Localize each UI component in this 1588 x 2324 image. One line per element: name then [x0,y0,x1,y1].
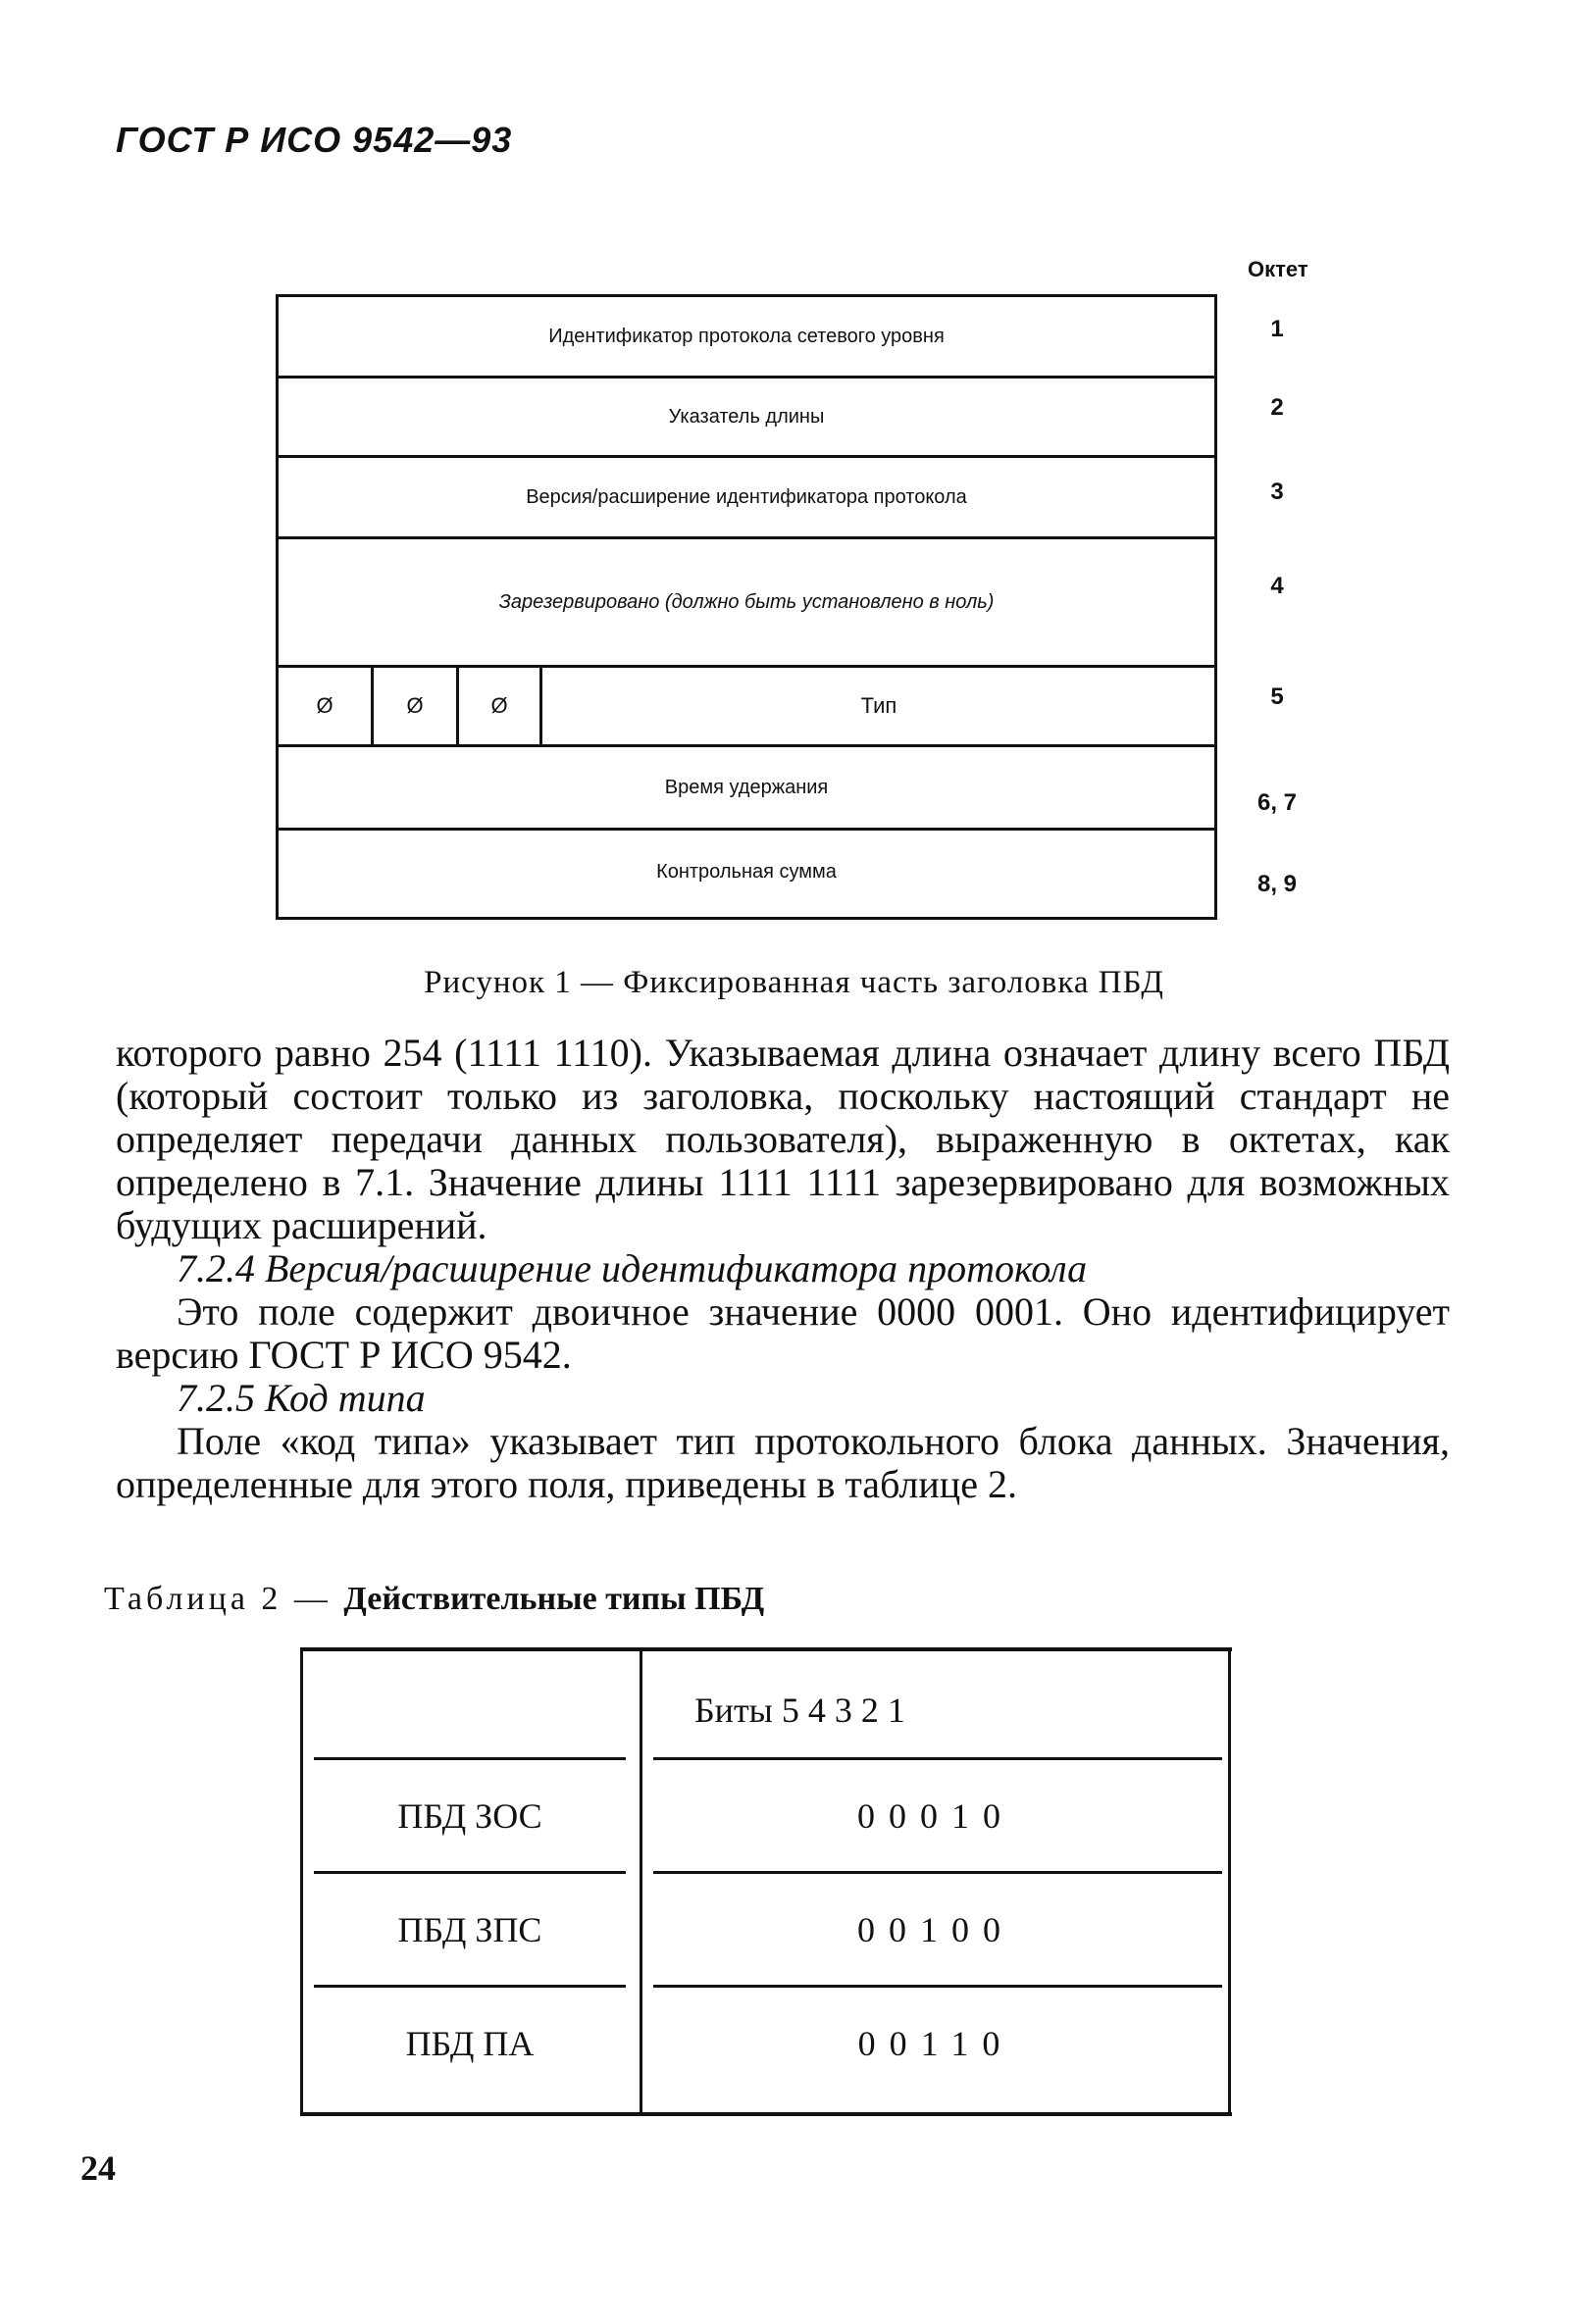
field-label: Время удержания [664,776,829,798]
table-divider [640,1651,642,2112]
bit-cell: Ø [459,668,542,744]
field-label: Тип [860,693,897,718]
page-number: 24 [80,2148,116,2188]
octet-number: 8, 9 [1256,871,1298,897]
table-rule [314,1871,626,1874]
field-type [279,668,1214,747]
octet-number: 1 [1270,316,1284,342]
document-header: ГОСТ Р ИСО 9542—93 [116,120,513,160]
pdu-types-table [300,1647,1232,2116]
table-cell-type: ПБД ЗОС [397,1796,542,1836]
bit-cell: Ø [374,668,459,744]
field-network-layer-protocol-id [279,297,1214,379]
field-reserved [279,539,1214,668]
field-label: Версия/расширение идентификатора протокола [526,485,967,508]
table-rule [314,1985,626,1988]
table-caption-title: Действительные типы ПБД [343,1581,765,1617]
table-caption-prefix: Таблица 2 — [104,1581,332,1617]
octet-number: 5 [1270,683,1284,710]
table-caption [104,1581,764,1618]
octet-number: 6, 7 [1256,789,1298,816]
section-heading-7-2-5: 7.2.5 Код типа [177,1376,426,1420]
table-cell-bits: 00110 [857,2024,1014,2063]
body-text [116,1032,1450,1506]
field-label: Контрольная сумма [656,861,837,883]
field-checksum [279,831,1214,914]
octet-column-header: Октет [1248,257,1308,281]
pdu-header-diagram [276,294,1217,920]
table-cell-type: ПБД ПА [405,2024,535,2063]
field-label: Идентификатор протокола сетевого уровня [548,325,945,347]
field-holding-time [279,747,1214,831]
paragraph: которого равно 254 (1111 1110). Указываемая длина означает длину всего ПБД (который состоит только из заголовка, поскольку настоящий стандарт не определяет передачи данных пользователя), выраженную в октетах, как определено в 7.1. Значение длины 1111 1111 зарезервировано для возможных будущих расширений. [116,1031,1450,1247]
paragraph: Это поле содержит двоичное значение 0000 0001. Оно идентифицирует версию ГОСТ Р ИСО 9542. [116,1289,1450,1377]
field-label: Зарезервировано (должно быть установлено в ноль) [498,590,995,613]
table-cell-bits: 00100 [857,1910,1014,1949]
table-rule [314,1757,626,1760]
section-heading-7-2-4: 7.2.4 Версия/расширение идентификатора протокола [177,1246,1088,1290]
field-label: Указатель длины [668,405,825,428]
octet-number: 3 [1270,479,1284,505]
table-header-bits: Биты 5 4 3 2 1 [694,1691,905,1730]
octet-number: 2 [1270,394,1284,421]
table-rule [653,1985,1222,1988]
table-cell-type: ПБД ЗПС [397,1910,542,1949]
octet-number: 4 [1270,573,1284,599]
bit-cell: Ø [279,668,374,744]
table-rule [653,1757,1222,1760]
paragraph: Поле «код типа» указывает тип протокольного блока данных. Значения, определенные для этого поля, приведены в таблице 2. [116,1419,1450,1506]
field-length-indicator [279,379,1214,458]
table-rule [653,1871,1222,1874]
figure-caption: Рисунок 1 — Фиксированная часть заголовка ПБД [424,965,1164,1000]
table-cell-bits: 00010 [857,1796,1014,1836]
field-version-protocol-id [279,458,1214,539]
table-border [1228,1651,1231,2112]
